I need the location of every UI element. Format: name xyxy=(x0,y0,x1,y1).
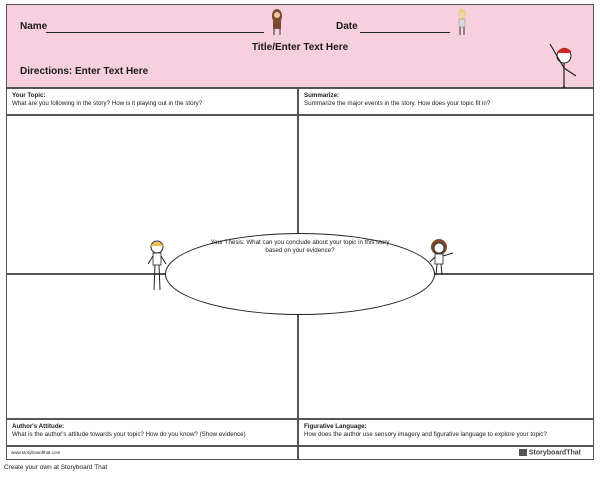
directions-text[interactable]: Directions: Enter Text Here xyxy=(20,66,149,77)
cell-prompt: What is the author's attitude towards your topic? How do you know? (Show evidence) xyxy=(12,430,246,438)
logo-text: StoryboardThat xyxy=(528,449,581,457)
cell-attitude[interactable] xyxy=(6,419,298,446)
storyboardthat-logo xyxy=(519,449,581,456)
date-label: Date xyxy=(336,21,358,32)
cell-topic[interactable] xyxy=(6,88,298,115)
cell-prompt: How does the author use sensory imagery and figurative language to explore your topic? xyxy=(304,430,547,438)
cell-prompt: Summarize the major events in the story. How does your topic fit in? xyxy=(304,99,491,107)
cell-heading: Figurative Language: xyxy=(304,423,367,430)
footer-url: www.storyboardthat.com xyxy=(11,450,61,455)
student-figure-icon xyxy=(427,236,455,276)
cell-prompt: What are you following in the story? How is it playing out in the story? xyxy=(12,99,203,107)
page-title[interactable]: Title/Enter Text Here xyxy=(251,42,349,53)
cell-heading: Your Topic: xyxy=(12,92,46,99)
cell-figurative[interactable] xyxy=(298,419,594,446)
logo-icon xyxy=(519,449,527,456)
thesis-prompt: Your Thesis: What can you conclude about your topic in this story based on your evidence? xyxy=(210,239,390,254)
footer-url-box xyxy=(6,446,298,460)
cell-heading: Summarize: xyxy=(304,92,340,99)
cell-heading: Author's Attitude: xyxy=(12,423,65,430)
name-label: Name xyxy=(20,21,48,32)
student-figure-icon xyxy=(146,238,168,292)
footer-logo-box xyxy=(298,446,594,460)
create-your-own-link[interactable]: Create your own at Storyboard That xyxy=(4,464,108,471)
cell-summarize[interactable] xyxy=(298,88,594,115)
